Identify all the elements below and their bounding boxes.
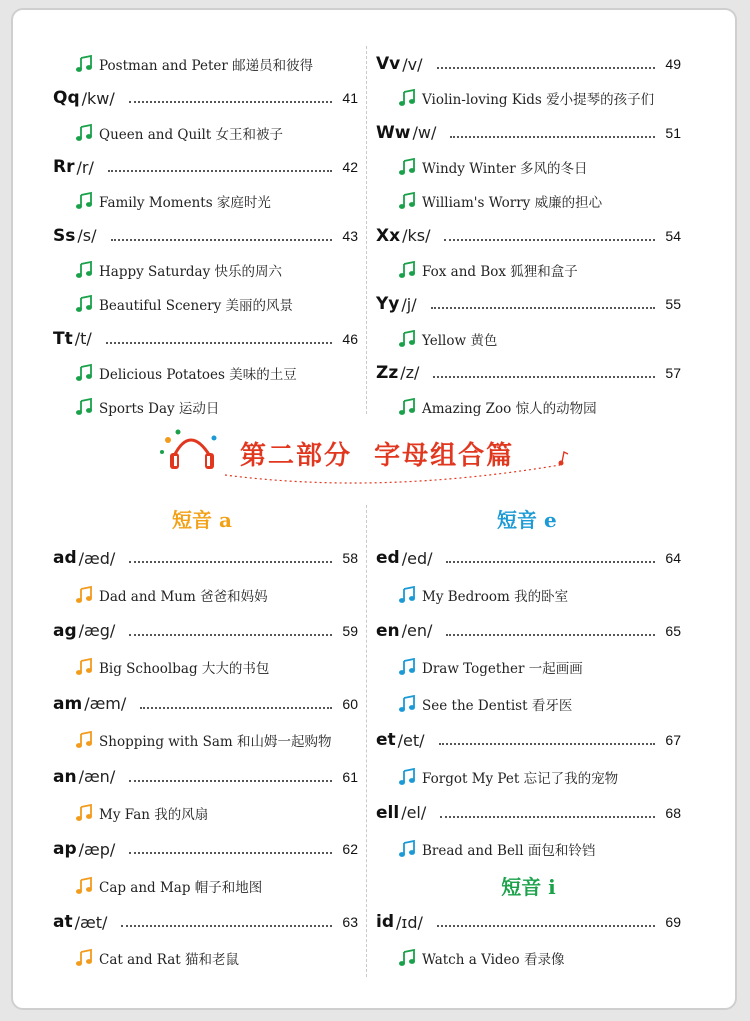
music-note-icon <box>398 329 418 349</box>
story-title: Sports Day 运动日 <box>99 401 220 418</box>
page-number: 59 <box>342 622 358 639</box>
story-title: Amazing Zoo 惊人的动物园 <box>422 401 597 418</box>
story-entry[interactable] <box>53 116 358 150</box>
toc-entry-vv[interactable] <box>376 47 681 81</box>
story-entry[interactable] <box>53 356 358 390</box>
entry-phonetic: /t/ <box>74 329 92 349</box>
story-title: Draw Together 一起画画 <box>422 661 583 678</box>
dot-leader <box>440 816 655 818</box>
entry-phonetic: /en/ <box>401 621 433 641</box>
page-number: 55 <box>665 296 681 313</box>
toc-entry-id[interactable] <box>376 904 681 940</box>
story-title: Yellow 黄色 <box>422 332 498 349</box>
music-note-icon <box>75 191 95 211</box>
part1-left-column <box>53 47 358 424</box>
story-entry[interactable] <box>376 940 681 976</box>
story-entry[interactable] <box>376 253 681 287</box>
entry-letter: ad <box>53 548 77 569</box>
story-title: See the Dentist 看牙医 <box>422 697 573 714</box>
story-entry[interactable] <box>53 253 358 287</box>
story-title: Cap and Map 帽子和地图 <box>99 879 263 896</box>
story-title: Fox and Box 狐狸和盒子 <box>422 263 578 280</box>
story-title: Watch a Video 看录像 <box>422 952 565 969</box>
story-entry[interactable] <box>376 576 681 612</box>
music-note-icon <box>398 88 418 108</box>
entry-letter: an <box>53 766 77 787</box>
story-entry[interactable] <box>53 287 358 321</box>
story-entry[interactable] <box>53 576 358 612</box>
toc-entry-an[interactable] <box>53 758 358 794</box>
section-short-i-cn: 短音 <box>501 875 542 900</box>
dot-leader <box>140 707 332 709</box>
dot-leader <box>431 307 655 309</box>
toc-entry-rr[interactable] <box>53 150 358 184</box>
music-note-icon <box>398 948 418 968</box>
music-note-icon <box>398 585 418 605</box>
story-title: My Fan 我的风扇 <box>99 806 209 823</box>
dot-leader <box>450 136 655 138</box>
dot-leader <box>437 67 656 69</box>
toc-entry-qq[interactable] <box>53 81 358 115</box>
entry-letter: Ww <box>376 122 411 143</box>
dot-leader <box>129 780 332 782</box>
page-number: 67 <box>665 732 681 749</box>
entry-letter: Ss <box>53 225 76 246</box>
music-note-icon <box>75 123 95 143</box>
section-short-e-en: e <box>543 508 557 532</box>
entry-phonetic: /æd/ <box>78 548 116 568</box>
story-title: Queen and Quilt 女王和被子 <box>99 126 284 143</box>
story-entry[interactable] <box>376 831 681 867</box>
story-entry[interactable] <box>376 649 681 685</box>
column-divider <box>366 46 367 414</box>
dot-leader <box>106 342 332 344</box>
toc-entry-ss[interactable] <box>53 218 358 252</box>
music-note-icon <box>398 191 418 211</box>
story-title: Forgot My Pet 忘记了我的宠物 <box>422 770 619 787</box>
entry-letter: at <box>53 912 73 933</box>
page-number: 41 <box>342 90 358 107</box>
entry-letter: Vv <box>376 54 401 75</box>
entry-phonetic: /et/ <box>397 730 425 750</box>
entry-phonetic: /r/ <box>76 157 94 177</box>
part2-left-column <box>53 540 358 977</box>
page-number: 57 <box>665 364 681 381</box>
entry-phonetic: /ɪd/ <box>396 912 423 932</box>
music-note-icon <box>75 585 95 605</box>
music-note-icon <box>398 260 418 280</box>
music-note-icon <box>398 694 418 714</box>
entry-phonetic: /ks/ <box>402 226 431 246</box>
dot-leader <box>108 170 332 172</box>
music-note-icon <box>75 657 95 677</box>
toc-entry-yy[interactable] <box>376 287 681 321</box>
dot-leader <box>437 925 655 927</box>
part1-right-column <box>376 47 681 424</box>
story-title: Shopping with Sam 和山姆一起购物 <box>99 734 332 751</box>
entry-letter: ell <box>376 802 400 823</box>
entry-letter: et <box>376 730 396 751</box>
entry-letter: ed <box>376 548 400 569</box>
dot-leader <box>129 852 332 854</box>
page-number: 49 <box>665 56 681 73</box>
music-note-icon <box>75 294 95 314</box>
page-number: 69 <box>665 914 681 931</box>
story-entry[interactable] <box>53 649 358 685</box>
music-note-icon <box>75 397 95 417</box>
entry-letter: ag <box>53 620 77 641</box>
music-note-icon <box>398 157 418 177</box>
toc-entry-ww[interactable] <box>376 116 681 150</box>
dot-leader <box>444 239 655 241</box>
page-number: 62 <box>342 841 358 858</box>
part-two-banner <box>150 420 590 495</box>
toc-entry-en[interactable] <box>376 613 681 649</box>
entry-phonetic: /ed/ <box>401 548 433 568</box>
section-short-a-cn: 短音 <box>172 508 212 532</box>
section-short-i-en: i <box>548 875 556 900</box>
entry-phonetic: /v/ <box>402 54 423 74</box>
story-title: Big Schoolbag 大大的书包 <box>99 661 270 678</box>
story-title: Postman and Peter 邮递员和彼得 <box>99 58 314 75</box>
page-number: 54 <box>665 227 681 244</box>
column-divider <box>366 505 367 977</box>
story-title: William's Worry 威廉的担心 <box>422 195 603 212</box>
story-entry[interactable] <box>376 758 681 794</box>
entry-letter: en <box>376 620 400 641</box>
entry-phonetic: /s/ <box>77 226 97 246</box>
story-title: Delicious Potatoes 美味的土豆 <box>99 366 297 383</box>
entry-letter: Zz <box>376 362 399 383</box>
part2-right-column <box>376 540 681 977</box>
dot-leader <box>129 561 332 563</box>
story-title: Violin-loving Kids 爱小提琴的孩子们 <box>422 92 655 109</box>
entry-phonetic: /æt/ <box>74 912 108 932</box>
page-number: 51 <box>665 124 681 141</box>
story-entry[interactable] <box>53 722 358 758</box>
page-number: 63 <box>342 914 358 931</box>
toc-entry-ag[interactable] <box>53 613 358 649</box>
story-title: Happy Saturday 快乐的周六 <box>99 263 283 280</box>
toc-entry-ell[interactable] <box>376 795 681 831</box>
dot-leader <box>446 634 655 636</box>
entry-letter: Xx <box>376 225 401 246</box>
toc-entry-ed[interactable] <box>376 540 681 576</box>
dot-leader <box>111 239 333 241</box>
toc-entry-ap[interactable] <box>53 831 358 867</box>
section-short-a-en: a <box>218 508 232 532</box>
story-title: Beautiful Scenery 美丽的风景 <box>99 298 294 315</box>
page-number: 61 <box>342 768 358 785</box>
entry-letter: Rr <box>53 157 75 178</box>
entry-letter: Yy <box>376 294 400 315</box>
entry-phonetic: /j/ <box>401 294 417 314</box>
story-title: Bread and Bell 面包和铃铛 <box>422 843 596 860</box>
page-number: 42 <box>342 159 358 176</box>
story-title: My Bedroom 我的卧室 <box>422 588 569 605</box>
story-entry[interactable] <box>53 184 358 218</box>
story-entry[interactable] <box>376 686 681 722</box>
page-number: 64 <box>665 550 681 567</box>
toc-entry-zz[interactable] <box>376 356 681 390</box>
entry-letter: Tt <box>53 328 73 349</box>
entry-letter: Qq <box>53 88 80 109</box>
entry-phonetic: /æp/ <box>78 839 116 859</box>
entry-letter: am <box>53 693 83 714</box>
section-short-e-cn: 短音 <box>497 508 537 532</box>
story-entry[interactable] <box>53 868 358 904</box>
toc-entry-et[interactable] <box>376 722 681 758</box>
music-note-icon <box>75 363 95 383</box>
music-note-icon <box>398 839 418 859</box>
dot-leader <box>129 101 332 103</box>
page-number: 46 <box>342 330 358 347</box>
story-entry[interactable] <box>53 47 358 81</box>
entry-phonetic: /æn/ <box>78 767 116 787</box>
section-short-e <box>497 504 557 533</box>
page-number: 43 <box>342 227 358 244</box>
music-note-icon <box>75 54 95 74</box>
dot-leader <box>121 925 332 927</box>
page-number: 65 <box>665 622 681 639</box>
toc-entry-tt[interactable] <box>53 321 358 355</box>
entry-phonetic: /kw/ <box>81 88 115 108</box>
dot-leader <box>433 376 655 378</box>
dot-leader <box>129 634 332 636</box>
page-number: 58 <box>342 550 358 567</box>
toc-entry-at[interactable] <box>53 904 358 940</box>
story-title: Windy Winter 多风的冬日 <box>422 161 588 178</box>
music-note-icon <box>398 397 418 417</box>
entry-letter: id <box>376 912 394 933</box>
music-note-icon <box>398 767 418 787</box>
section-short-a <box>172 504 232 533</box>
music-note-icon <box>75 803 95 823</box>
toc-entry-xx[interactable] <box>376 218 681 252</box>
story-title: Cat and Rat 猫和老鼠 <box>99 952 240 969</box>
toc-entry-am[interactable] <box>53 686 358 722</box>
story-title: Family Moments 家庭时光 <box>99 195 271 212</box>
entry-phonetic: /z/ <box>400 363 420 383</box>
music-note-icon <box>75 876 95 896</box>
music-note-icon <box>75 730 95 750</box>
story-title: Dad and Mum 爸爸和妈妈 <box>99 588 268 605</box>
entry-phonetic: /æm/ <box>84 694 127 714</box>
story-entry[interactable] <box>376 150 681 184</box>
page-number: 68 <box>665 804 681 821</box>
entry-phonetic: /æg/ <box>78 621 116 641</box>
entry-letter: ap <box>53 839 77 860</box>
music-note-icon <box>75 260 95 280</box>
entry-phonetic: /el/ <box>401 803 427 823</box>
story-entry[interactable] <box>376 184 681 218</box>
dot-leader <box>439 743 655 745</box>
section-short-i <box>376 868 681 904</box>
story-entry[interactable] <box>376 321 681 355</box>
entry-phonetic: /w/ <box>412 123 437 143</box>
music-note-icon <box>398 657 418 677</box>
toc-entry-ad[interactable] <box>53 540 358 576</box>
story-entry[interactable] <box>53 940 358 976</box>
page-number: 60 <box>342 695 358 712</box>
dot-leader <box>446 561 655 563</box>
part-two-title: 第二部分 字母组合篇 <box>240 441 515 471</box>
story-entry[interactable] <box>53 795 358 831</box>
story-entry[interactable] <box>376 81 681 115</box>
music-note-icon <box>75 948 95 968</box>
